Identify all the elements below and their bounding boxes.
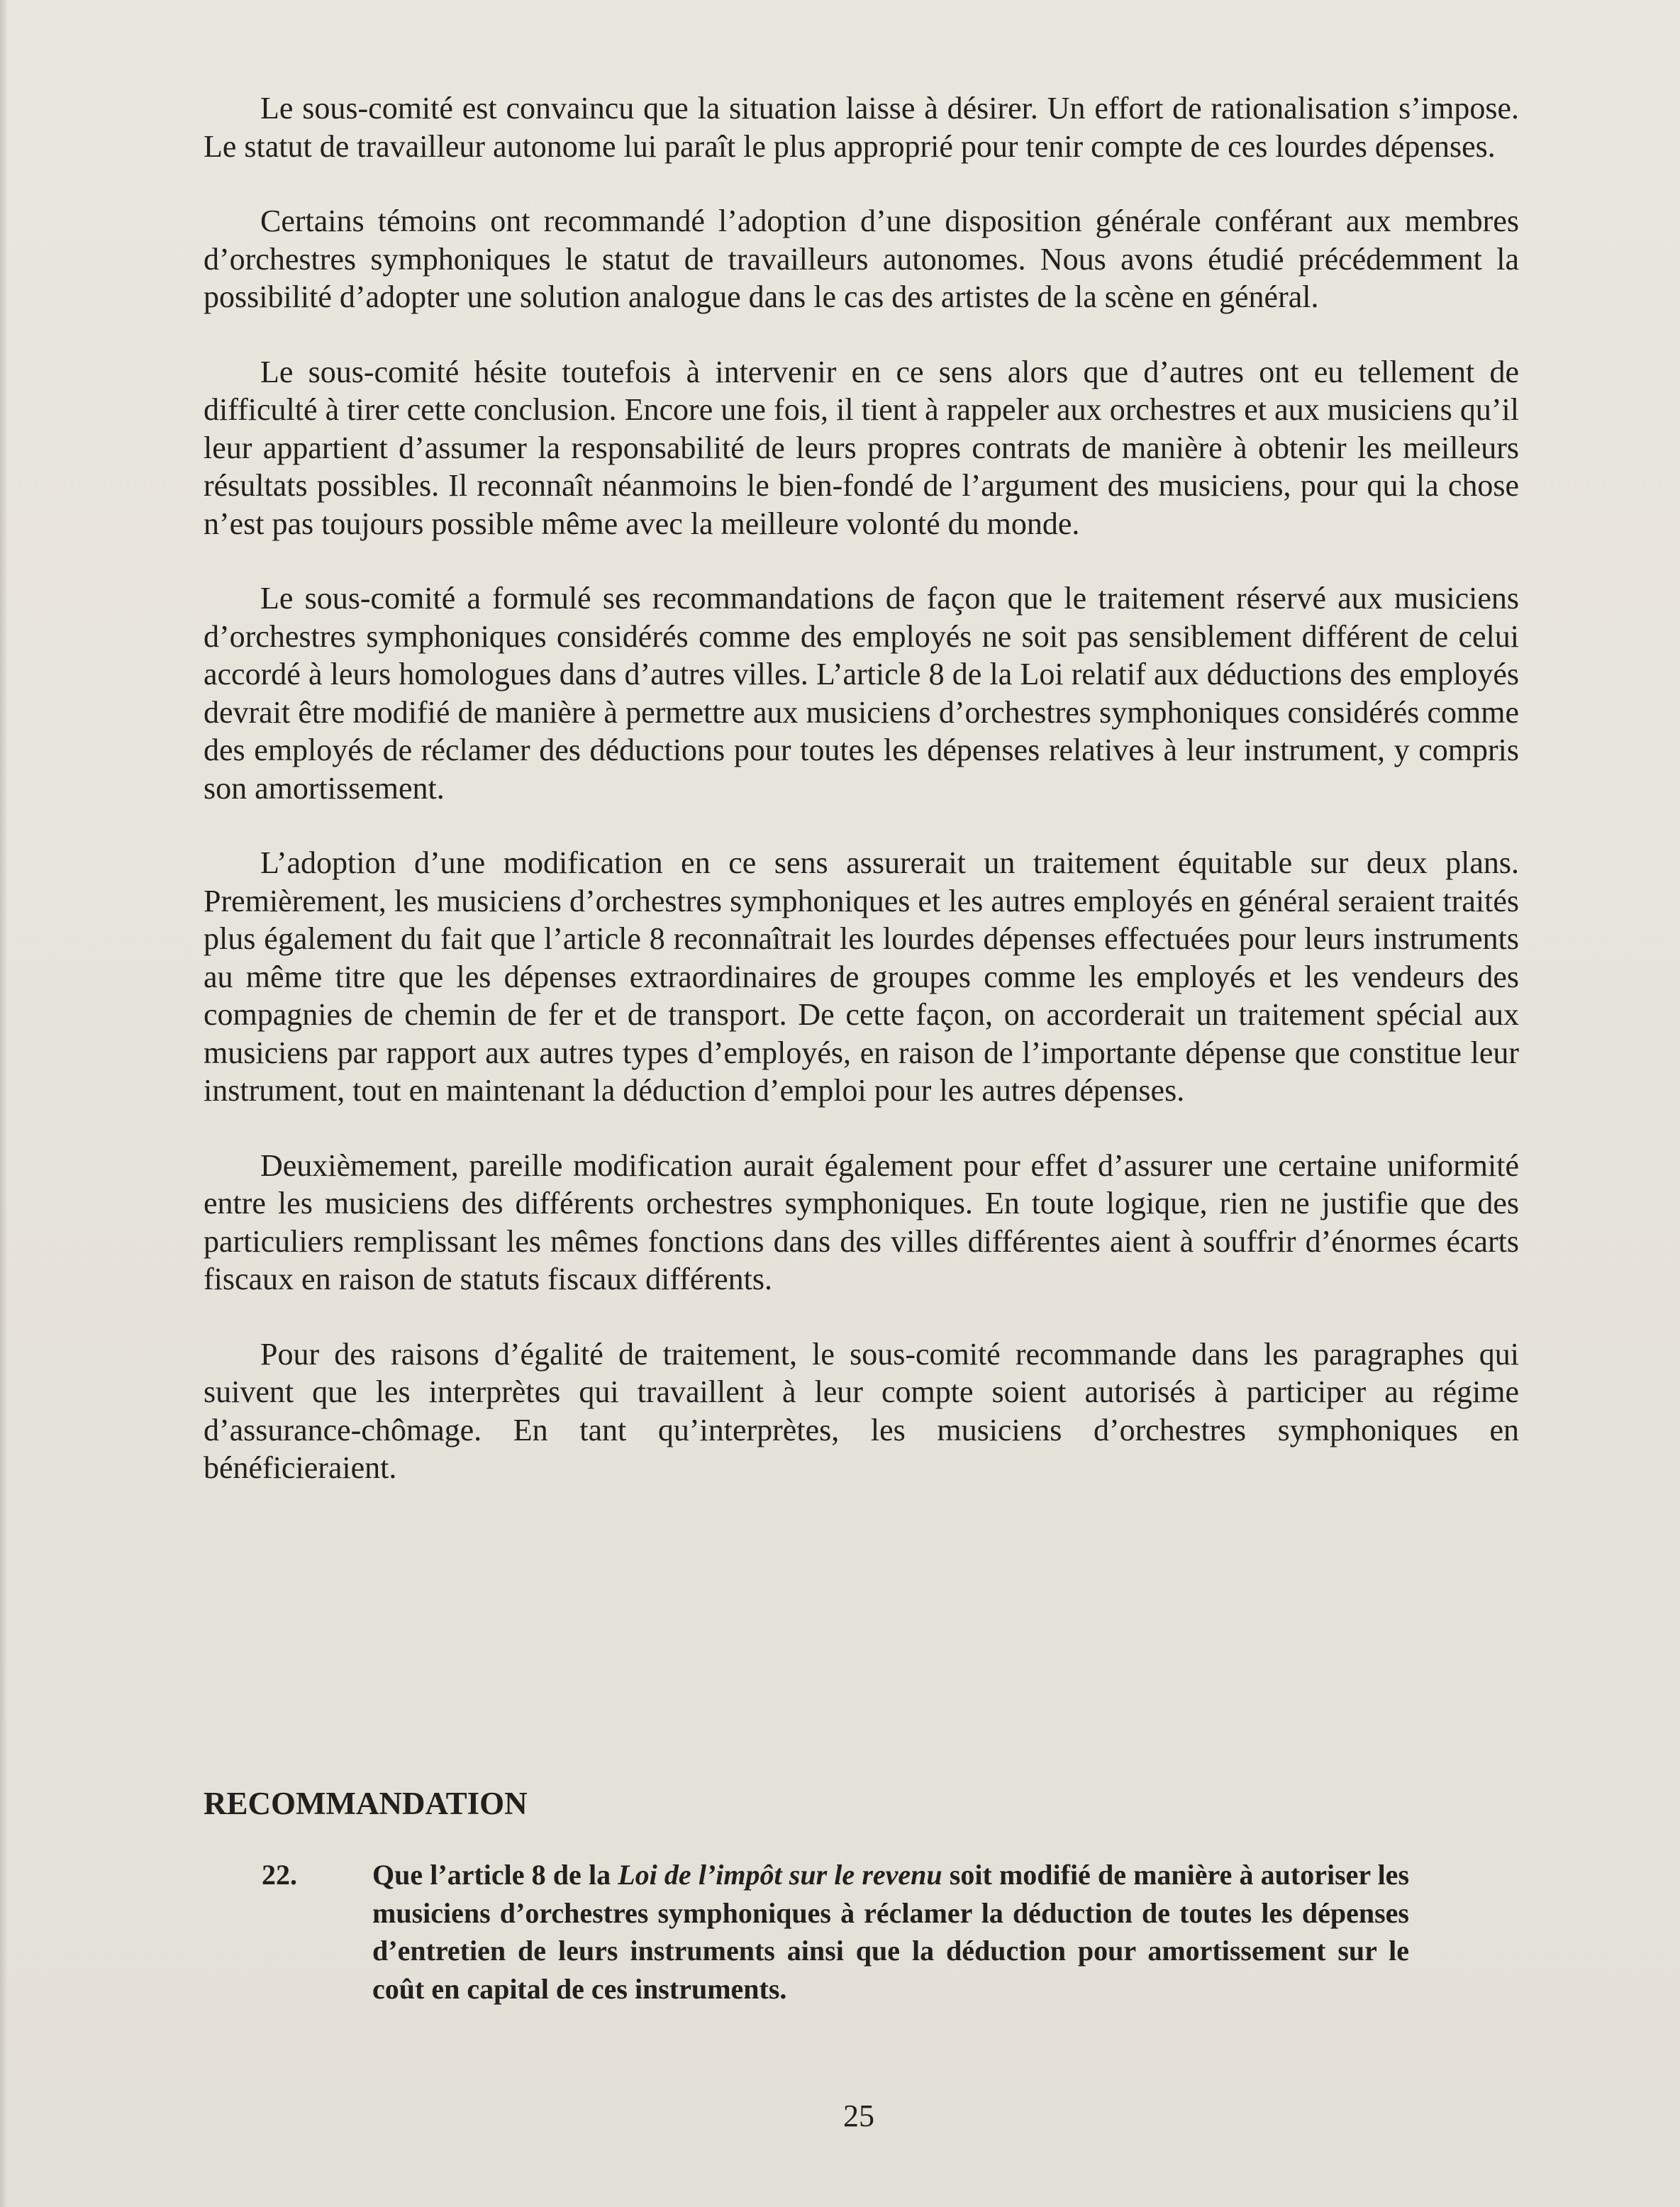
recommendation-text-start: Que l’article 8 de la (372, 1859, 618, 1891)
recommendation-text-end: soit modifié de manière à autoriser les musiciens d’orchestres symphoniques à réclamer la déduction de toutes les dépenses d’entretien de leurs instruments ainsi que la déduction pour amortissement sur le coût en capital de ces instruments. (372, 1859, 1410, 2005)
body-text (204, 89, 1519, 1524)
paragraph-1: Le sous-comité est convaincu que la situation laisse à désirer. Un effort de rationalisation s’impose. Le statut de travailleur autonome lui paraît le plus approprié pour tenir compte de ces lourdes dépenses. (204, 91, 1519, 164)
recommendation-number: 22. (262, 1859, 297, 1891)
section-heading: RECOMMANDATION (204, 1786, 528, 1821)
page-number: 25 (843, 2098, 874, 2133)
recommendation-text (372, 1856, 1409, 2008)
paragraph-4: Le sous-comité a formulé ses recommandations de façon que le traitement réservé aux musiciens d’orchestres symphoniques considérés comme des employés ne soit pas sensiblement différent de celui accordé à leurs homologues dans d’autres villes. L’article 8 de la Loi relatif aux déductions des employés devrait être modifié de manière à permettre aux musiciens d’orchestres symphoniques considérés comme des employés de réclamer des déductions pour toutes les dépenses relatives à leur instrument, y compris son amortissement. (204, 581, 1519, 806)
paragraph-7: Pour des raisons d’égalité de traitement, le sous-comité recommande dans les paragraphes qui suivent que les interprètes qui travaillent à leur compte soient autorisés à participer au régime d’assurance-chômage. En tant qu’interprètes, les musiciens d’orchestres symphoniques en bénéficieraient. (204, 1336, 1519, 1485)
paragraph-6: Deuxièmement, pareille modification aurait également pour effet d’assurer une certaine uniformité entre les musiciens des différents orchestres symphoniques. En toute logique, rien ne justifie que des particuliers remplissant les mêmes fonctions dans des villes différentes aient à souffrir d’énormes écarts fiscaux en raison de statuts fiscaux différents. (204, 1147, 1519, 1296)
paragraph-3: Le sous-comité hésite toutefois à intervenir en ce sens alors que d’autres ont eu tellement de difficulté à tirer cette conclusion. Encore une fois, il tient à rappeler aux orchestres et aux musiciens qu’il leur appartient d’assumer la responsabilité de leurs propres contrats de manière à obtenir les meilleurs résultats possibles. Il reconnaît néanmoins le bien-fondé de l’argument des musiciens, pour qui la chose n’est pas toujours possible même avec la meilleure volonté du monde. (204, 354, 1519, 541)
act-title: Loi de l’impôt sur le revenu (618, 1859, 942, 1891)
paragraph-5: L’adoption d’une modification en ce sens assurerait un traitement équitable sur deux plans. Premièrement, les musiciens d’orchestres symphoniques et les autres employés en général seraient traités plus également du fait que l’article 8 reconnaîtrait les lourdes dépenses effectuées pour leurs instruments au même titre que les dépenses extraordinaires de groupes comme les employés et les vendeurs des compagnies de chemin de fer et de transport. De cette façon, on accorderait un traitement spécial aux musiciens par rapport aux autres types d’employés, en raison de l’importante dépense que constitue leur instrument, tout en maintenant la déduction d’emploi pour les autres dépenses. (204, 845, 1519, 1108)
recommendation-item (262, 1856, 1410, 2008)
page-edge-shadow (0, 0, 7, 2207)
paragraph-2: Certains témoins ont recommandé l’adoption d’une disposition générale conférant aux membres d’orchestres symphoniques le statut de travailleurs autonomes. Nous avons étudié précédemment la possibilité d’adopter une solution analogue dans le cas des artistes de la scène en général. (204, 204, 1519, 314)
